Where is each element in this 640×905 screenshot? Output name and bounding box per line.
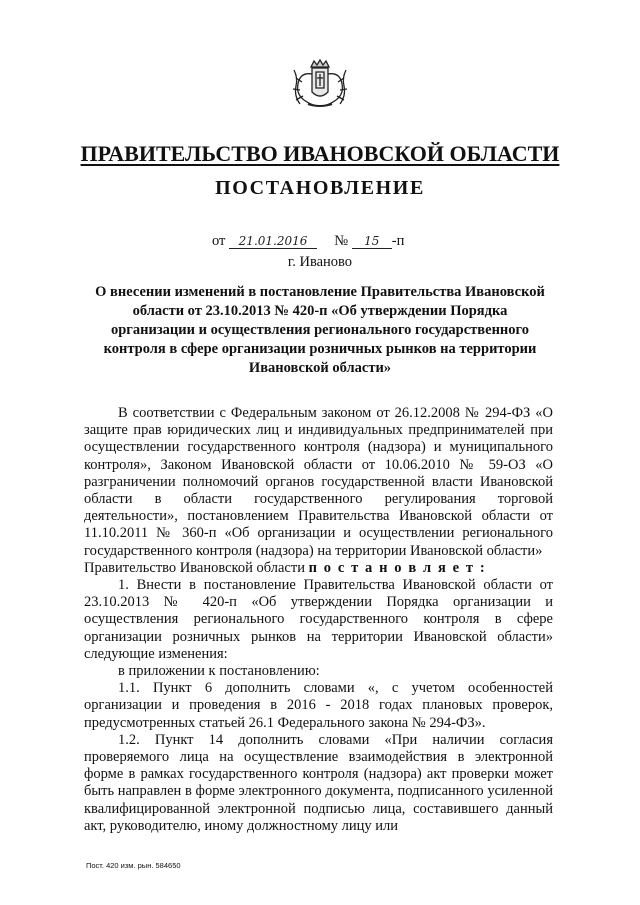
paragraph-appendix: в приложении к постановлению: — [118, 663, 320, 680]
number-suffix: -п — [391, 233, 405, 249]
preamble-text: В соответствии с Федеральным законом от 26.12.2008 № 294-ФЗ «О защите прав юридических лиц и индивидуальных предпринимателей при осуществлении государственного контроля (надзора) и муниципального контроля», Законом Ивановской области от 10.06.2010 № 59-ОЗ «О разграничении полномочий органов государственной власти Ивановской области в области государственного регулирования торговой деятельности», постановлением Правительства Ивановской области от 11.10.2011 № 360-п «Об организации и осуществлении регионального государственного контроля (надзора) на территории Ивановской области» — [84, 405, 553, 559]
decree-number: 15 — [352, 234, 392, 249]
government-heading: ПРАВИТЕЛЬСТВО ИВАНОВСКОЙ ОБЛАСТИ — [80, 141, 560, 166]
coat-of-arms-emblem — [290, 58, 350, 114]
dateline — [212, 233, 404, 250]
footer-reference: Пост. 420 изм. рын. 584650 — [86, 861, 181, 870]
resolves-word: п о с т а н о в л я е т : — [308, 559, 487, 576]
date-label: от — [212, 233, 226, 249]
paragraph-item-1-2: 1.2. Пункт 14 дополнить словами «При наличии согласия проверяемого лица на осуществление взаимодействия в электронной форме в рамках государственного контроля (надзора) акт проверки может быть направлен в форме электронного документа, подписанного усиленной квалифицированной электронной подписью лица, составившего данный акт, руководителю, иному должностному лицу или — [84, 731, 553, 834]
paragraph-item-1: 1. Внести в постановление Правительства Ивановской области от 23.10.2013 № 420-п «Об утверждении Порядка организации и осуществления регионального государственного контроля в сфере организации розничных рынков на территории Ивановской области» следующие изменения: — [84, 577, 553, 662]
resolves-subject: Правительство Ивановской области — [84, 559, 305, 576]
decree-date: 21.01.2016 — [229, 234, 317, 249]
paragraph-item-1-1: 1.1. Пункт 6 дополнить словами «, с учетом особенностей организации и проведения в 2016 - 2018 годах плановых проверок, предусмотренных статьей 26.1 Федерального закона № 294-ФЗ». — [84, 680, 553, 731]
decree-heading: ПОСТАНОВЛЕНИЕ — [215, 177, 425, 199]
paragraph-resolves — [84, 560, 553, 577]
city: г. Иваново — [287, 254, 353, 270]
document-body — [84, 405, 553, 835]
paragraph-preamble — [84, 405, 553, 560]
document-title: О внесении изменений в постановление Правительства Ивановской области от 23.10.2013 № 420-п «Об утверждении Порядка организации и осуществления регионального государственного контроля в сфере организации розничных рынков на территории Ивановской области» — [95, 284, 545, 376]
number-label: № — [334, 233, 349, 249]
